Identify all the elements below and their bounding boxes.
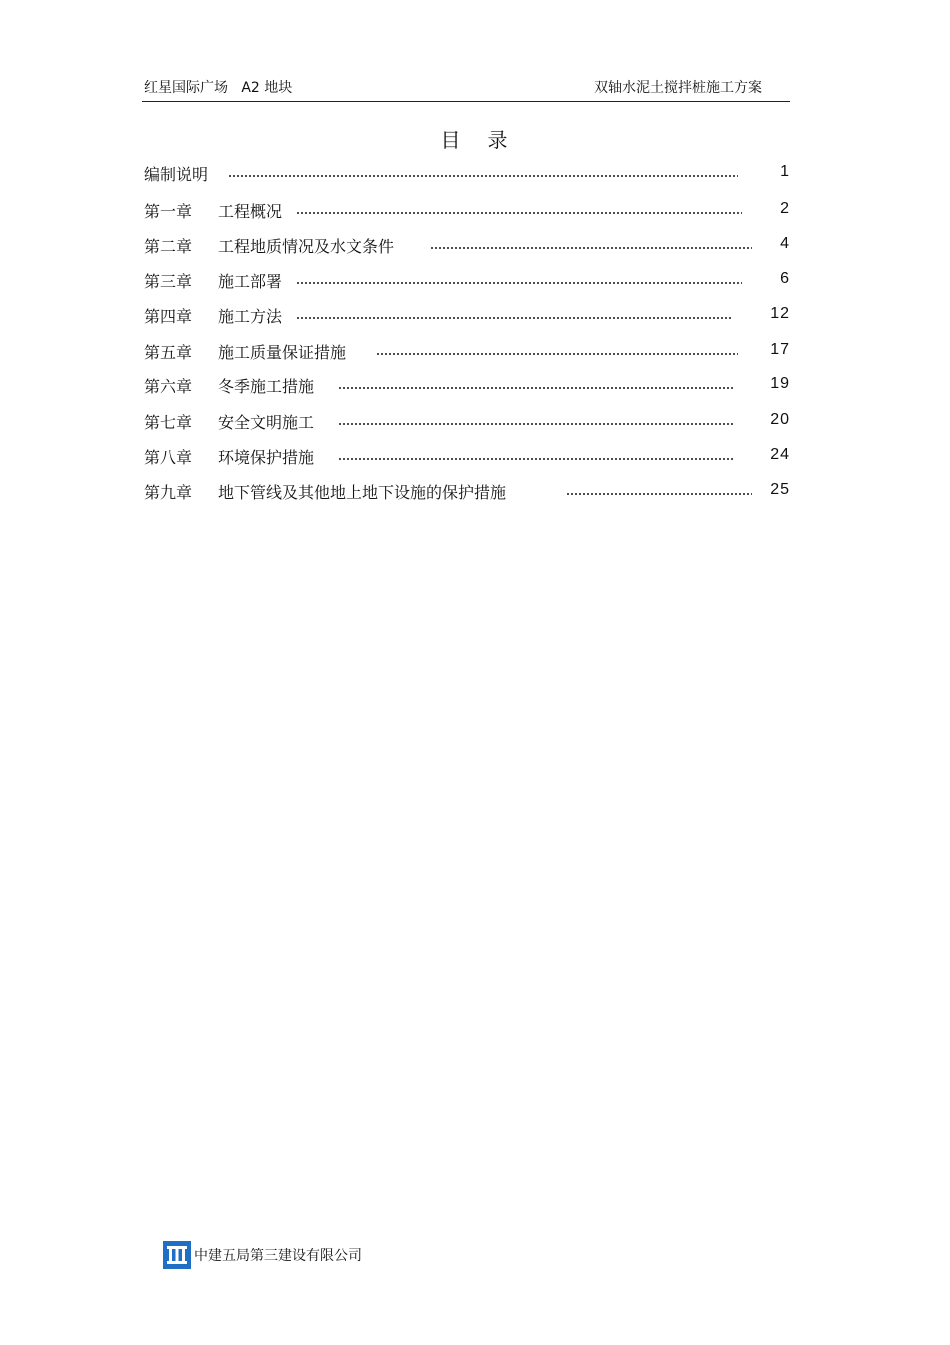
toc-entry-chapter: 第五章 — [144, 342, 193, 362]
footer-company-name: 中建五局第三建设有限公司 — [194, 1248, 362, 1264]
toc-entry-chapter-7[interactable] — [144, 408, 790, 434]
toc-entry-title: 施工方法 — [218, 306, 283, 326]
toc-entry-title: 地下管线及其他地上地下设施的保护措施 — [218, 482, 507, 502]
toc-leader-dots — [228, 172, 738, 180]
toc-entry-page: 24 — [770, 446, 790, 463]
toc-entry-title: 工程地质情况及水文条件 — [218, 236, 395, 256]
toc-entry-chapter: 第二章 — [144, 236, 193, 256]
header-divider — [142, 101, 790, 102]
toc-entry-chapter: 第四章 — [144, 306, 193, 326]
toc-title: 目 录 — [440, 128, 510, 152]
toc-leader-dots — [296, 314, 732, 322]
toc-entry-chapter: 第七章 — [144, 412, 193, 432]
toc-entry-title: 施工部署 — [218, 271, 283, 291]
toc-entry-page: 6 — [780, 270, 790, 287]
logo-bar-top — [167, 1246, 187, 1249]
toc-entry-page: 19 — [770, 375, 790, 392]
toc-entry-page: 4 — [780, 235, 790, 252]
toc-entry-chapter: 第六章 — [144, 376, 193, 396]
company-logo-icon — [163, 1241, 191, 1269]
logo-bar-bottom — [167, 1261, 187, 1264]
toc-entry-chapter-4[interactable] — [144, 302, 790, 328]
footer — [163, 1241, 362, 1269]
toc-leader-dots — [430, 244, 752, 252]
toc-leader-dots — [338, 455, 734, 463]
logo-pillar-right — [182, 1249, 185, 1261]
toc-entry-title: 施工质量保证措施 — [218, 342, 347, 362]
toc-entry-chapter-2[interactable] — [144, 232, 790, 258]
toc-entry-chapter: 第一章 — [144, 201, 193, 221]
toc-entry-chapter: 第八章 — [144, 447, 193, 467]
toc-entry-chapter: 第三章 — [144, 271, 193, 291]
toc-entry-chapter-9[interactable] — [144, 478, 790, 504]
toc-entry-page: 1 — [780, 163, 790, 180]
toc-leader-dots — [296, 279, 742, 287]
logo-pillar-mid — [176, 1249, 179, 1261]
toc-leader-dots — [296, 209, 742, 217]
toc-entry-title: 工程概况 — [218, 201, 283, 221]
toc-entry-chapter-1[interactable] — [144, 197, 790, 223]
toc-entry-page: 20 — [770, 411, 790, 428]
toc-leader-dots — [376, 350, 738, 358]
toc-entry-chapter-3[interactable] — [144, 267, 790, 293]
toc-entry-chapter-8[interactable] — [144, 443, 790, 469]
toc-entry-title: 环境保护措施 — [218, 447, 315, 467]
toc-entry-title: 编制说明 — [144, 164, 209, 184]
toc-entry-page: 2 — [780, 200, 790, 217]
toc-entry-preface[interactable] — [144, 160, 790, 186]
toc-leader-dots — [338, 420, 734, 428]
toc-entry-chapter-6[interactable] — [144, 372, 790, 398]
toc-entry-chapter-5[interactable] — [144, 338, 790, 364]
toc-entry-page: 12 — [770, 305, 790, 322]
logo-pillar-left — [169, 1249, 172, 1261]
toc-entry-page: 25 — [770, 481, 790, 498]
toc-leader-dots — [338, 384, 734, 392]
toc-entry-page: 17 — [770, 341, 790, 358]
toc-leader-dots — [566, 490, 752, 498]
toc-entry-title: 冬季施工措施 — [218, 376, 315, 396]
header-document-title: 双轴水泥土搅拌桩施工方案 — [594, 80, 762, 96]
toc-entry-title: 安全文明施工 — [218, 412, 315, 432]
toc-entry-chapter: 第九章 — [144, 482, 193, 502]
header-project-name: 红星国际广场 A2 地块 — [144, 80, 293, 96]
